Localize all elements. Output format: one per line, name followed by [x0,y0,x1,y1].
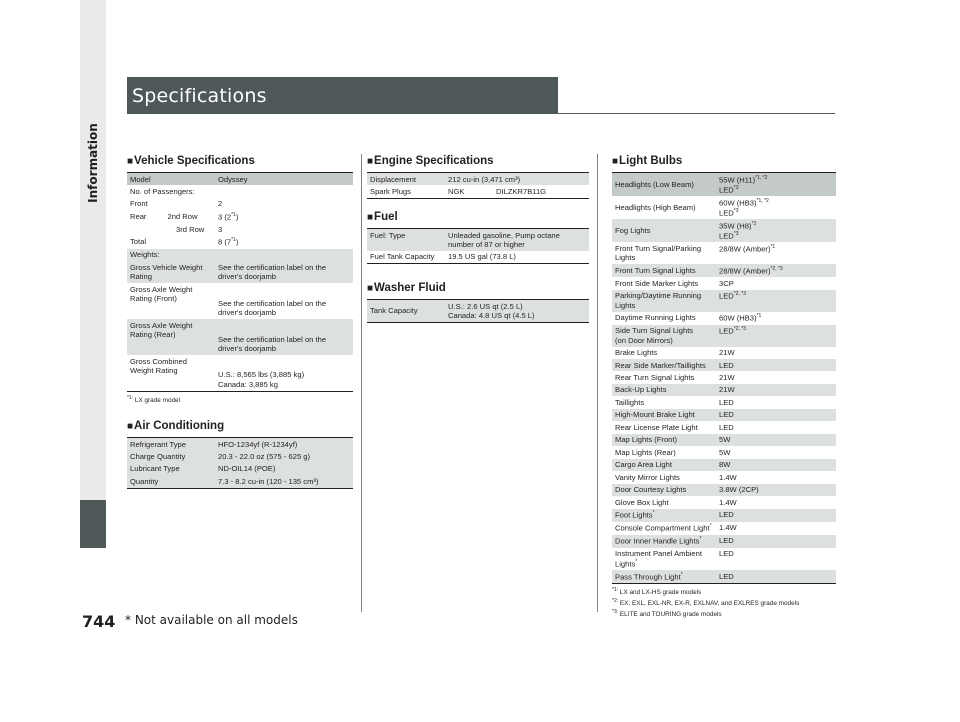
engine-specifications-section [367,155,589,199]
section-heading: ■Air Conditioning [127,420,225,432]
table-row: Gross Vehicle Weight Rating See the certification label on the driver's doorjamb [127,261,353,283]
air-conditioning-section [127,420,353,489]
table-row: Taillights LED [615,397,734,407]
table-row: Back-Up Lights 21W [612,384,836,396]
table-row: Front Turn Signal Lights 28/8W (Amber)$^{*2, *3}$ [612,264,836,277]
table-row: Console Compartment Light* 1.4W [615,523,737,533]
column-divider [597,154,598,612]
table-row: No. of Passengers: [130,186,195,196]
table-row: Spark Plugs NGK DILZKR7B11G [370,186,547,196]
table-row: Headlights (High Beam) 60W $(HB3)^{*1, *2}$ LED$^{*3}$ [615,197,769,218]
table-row: Glove Box Light 1.4W [615,497,737,507]
table-row: Front Side Marker Lights 3CP [615,278,734,288]
chapter-label: Information [86,123,101,203]
footnote-line: $^{*3:}$ ELITE and TOURING grade models [612,608,722,619]
table-row: Charge Quantity 20.3 - 22.0 oz (575 - 625 g) [127,450,353,462]
light-bulbs-table [612,172,836,584]
table-row: Front Turn Signal/Parking Lights 28/8W (Amber)$^{*1}$ [615,243,776,263]
table-row: Fuel Tank Capacity 19.5 US gal (73.8 L) [370,252,516,262]
table-row: Gross Axle Weight Rating (Rear) See the certification label on the driver's doorjamb [127,319,353,355]
table-row: High-Mount Brake Light LED [612,409,836,421]
table-row: Rear Turn Signal Lights 21W [615,372,735,382]
side-band [80,0,106,500]
table-header-row: Model Odyssey [127,173,353,186]
footnote-line: $^{*2:}$ EX, EXL, EXL-NR, EX-R, EXLNAV, and EXLRES grade models [612,598,800,608]
page-number: 744 [82,612,116,631]
table-row: Parking/Daytime Running Lights $LED^{*2, *3}$ [612,290,836,312]
section-heading: ■Fuel [367,211,398,223]
availability-footnote: * Not available on all models [125,613,298,627]
table-row: Instrument Panel Ambient Lights* LED [615,549,734,569]
light-bulbs-footnotes [612,587,836,619]
table-row: Gross Combined Weight Rating U.S.: 8,565 lbs (3,885 kg) Canada: 3,885 kg [130,356,305,389]
light-bulbs-section [612,155,836,620]
table-row: Quantity 7.3 - 8.2 cu-in (120 - 135 cm³) [127,475,353,488]
column-divider [361,154,362,612]
table-row: Cargo Area Light 8W [612,459,836,471]
chapter-tab [80,500,106,548]
vehicle-specifications-section [127,155,353,406]
footnote-line: $^{*1:}$ LX and LX-HS grade models [612,587,702,597]
table-row: Rear License Plate Light LED [615,422,734,432]
engine-spec-table [367,172,589,199]
table-row: Fuel: Type Unleaded gasoline, Pump octane number of 87 or higher [367,229,589,251]
table-row: Front 2 [130,199,223,209]
washer-fluid-table [367,299,589,323]
section-heading: ■Engine Specifications [367,155,494,167]
table-row: Weights: [127,249,353,261]
table-row: Pass Through Light* LED [612,570,836,584]
table-row: 3rd Row 3 [176,224,223,234]
vehicle-footnote: $^{*1:}$ LX grade model [127,394,181,405]
section-heading: ■Light Bulbs [612,155,683,167]
table-row: Daytime Running Lights 60W $(HB3)^{*1}$ [615,313,762,323]
table-row: Rear 2nd Row 3 (2$^{*1}$) [130,211,239,222]
table-row: Brake Lights 21W [615,348,735,358]
table-row: Headlights (Low Beam) 55W $(H11)^{*1, *2}$ LED$^{*3}$ [612,173,836,197]
page-title-bar [127,77,558,114]
table-row: Fog Lights 35W $(H8)^{*2}$ LED$^{*3}$ [612,219,836,242]
table-row: Foot Lights* LED [612,509,836,522]
section-heading: ■Washer Fluid [367,282,446,294]
washer-fluid-section [367,282,589,323]
air-conditioning-table [127,437,353,489]
table-row: Rear Side Marker/Taillights LED [612,359,836,371]
table-row: Door Inner Handle Lights* LED [612,535,836,548]
table-row: Door Courtesy Lights 3.8W (2CP) [612,484,836,496]
table-row: Displacement 212 cu-in (3,471 cm³) [367,173,589,186]
table-row: Tank Capacity U.S.: 2.6 US qt (2.5 L) Canada: 4.8 US qt (4.5 L) [367,300,589,323]
fuel-section [367,211,589,264]
table-row: Refrigerant Type HFO-1234yf (R-1234yf) [127,438,353,451]
section-heading: ■Vehicle Specifications [127,155,255,167]
table-row: Lubricant Type ND-OIL14 (POE) [127,463,353,475]
title-rule [558,113,835,114]
vehicle-spec-table [127,172,353,392]
table-row: Total 8 (7$^{*1}$) [130,237,239,247]
table-row: Gross Axle Weight Rating (Front) See the certification label on the driver's doorjamb [130,284,327,318]
table-row: Vanity Mirror Lights 1.4W [615,472,737,482]
table-row: Side Turn Signal Lights (on Door Mirrors) $LED^{*2, *3}$ [612,325,836,347]
table-row: Map Lights (Front) 5W [612,434,836,446]
page-title: Specifications [132,85,267,107]
fuel-table [367,228,589,264]
table-row: Map Lights (Rear) 5W [615,447,731,457]
